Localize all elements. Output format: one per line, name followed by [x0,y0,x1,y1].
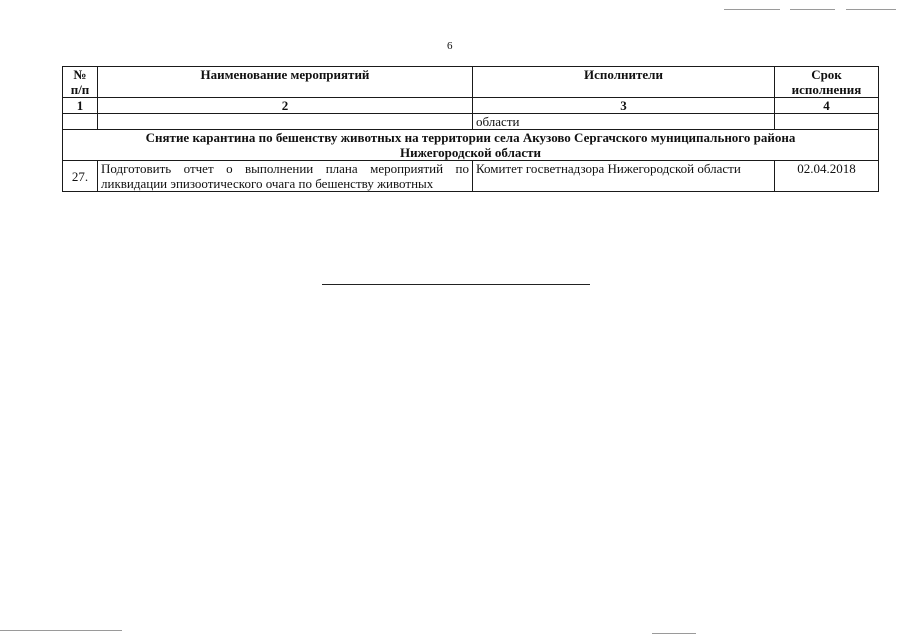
scan-artifact-top-right-2 [790,9,835,10]
header-num-line2: п/п [70,82,90,97]
section-title [63,130,879,161]
row-name: Подготовить отчет о выполнении плана мероприятий по ликвидации эпизоотического очага по бешенству животных [98,161,473,192]
row-deadline: 02.04.2018 [775,161,879,192]
section-row [63,130,879,161]
continuation-num [63,114,98,130]
column-number-3: 3 [473,98,775,114]
continuation-name [98,114,473,130]
section-title-line1: Снятие карантина по бешенству животных на территории села Акузово Сергачского муниципального района [145,130,796,145]
scan-artifact-bottom-mid [652,633,696,634]
row-num: 27. [63,161,98,192]
table-header-row [63,67,879,98]
header-num-line1: № [73,67,87,82]
scan-artifact-bottom-left [0,630,122,631]
page-number: 6 [447,40,453,52]
measures-table [62,66,879,192]
end-rule [322,284,590,285]
header-deadline [775,67,879,98]
continuation-row [63,114,879,130]
section-title-line2: Нижегородской области [399,145,542,160]
row-executors: Комитет госветнадзора Нижегородской области [473,161,775,192]
header-executors: Исполнители [473,67,775,98]
scan-artifact-top-right-3 [846,9,896,10]
column-number-4: 4 [775,98,879,114]
header-deadline-line2: исполнения [791,82,862,97]
column-number-row [63,98,879,114]
continuation-executors: области [473,114,775,130]
scan-artifact-top-right [724,9,780,10]
column-number-2: 2 [98,98,473,114]
header-deadline-line1: Срок [811,67,842,82]
table-row [63,161,879,192]
header-name: Наименование мероприятий [98,67,473,98]
column-number-1: 1 [63,98,98,114]
continuation-deadline [775,114,879,130]
header-num [63,67,98,98]
